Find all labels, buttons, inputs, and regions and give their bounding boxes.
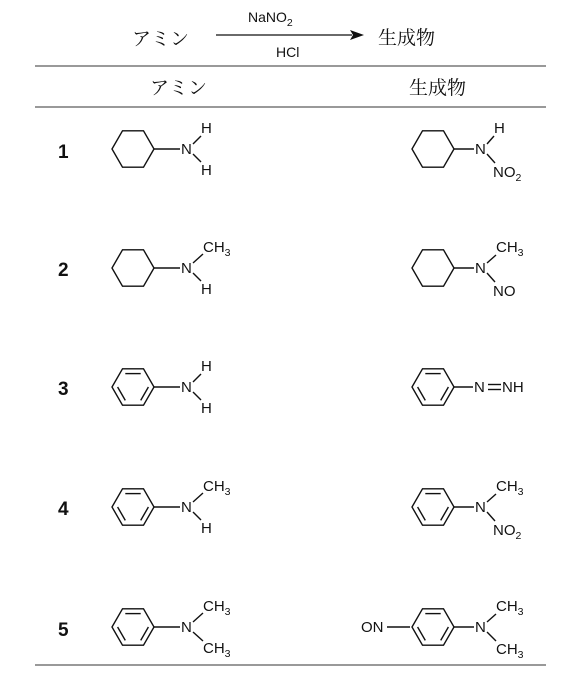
methyl-group: $CH_3$ bbox=[203, 478, 231, 498]
atom-n: N bbox=[181, 619, 192, 636]
atom-n: N bbox=[181, 141, 192, 158]
product-3-structure bbox=[412, 369, 524, 405]
amine-3-structure bbox=[112, 358, 212, 417]
reaction-scheme bbox=[132, 9, 435, 60]
row-number-1: 1 bbox=[58, 142, 69, 163]
atom-h-bottom: H bbox=[201, 400, 212, 417]
row-number-2: 2 bbox=[58, 260, 69, 281]
row-number-3: 3 bbox=[58, 379, 69, 400]
header-amine: アミン bbox=[150, 77, 208, 99]
atom-h-bottom: H bbox=[201, 520, 212, 537]
atom-n: N bbox=[475, 619, 486, 636]
methyl-group: $CH_3$ bbox=[496, 239, 524, 259]
atom-h-bottom: H bbox=[201, 281, 212, 298]
table-row-4 bbox=[58, 478, 524, 542]
methyl-group: $CH_3$ bbox=[496, 478, 524, 498]
reaction-arrowhead-icon bbox=[350, 30, 364, 40]
amine-4-structure bbox=[112, 478, 231, 537]
nitroso-group: ON bbox=[361, 619, 384, 636]
cyclohexane-ring bbox=[112, 131, 154, 167]
methyl-group-bottom: $CH_3$ bbox=[496, 641, 524, 661]
atom-n: N bbox=[474, 379, 485, 396]
header-product: 生成物 bbox=[409, 77, 467, 99]
nitro-group: $NO_2$ bbox=[493, 164, 522, 184]
product-2-structure bbox=[412, 239, 524, 300]
cyclohexane-ring bbox=[412, 250, 454, 286]
atom-n: N bbox=[181, 260, 192, 277]
reagent-bottom: HCl bbox=[276, 44, 300, 60]
table-row-1 bbox=[58, 120, 522, 184]
methyl-group-top: $CH_3$ bbox=[496, 598, 524, 618]
atom-h-top: H bbox=[201, 120, 212, 137]
atom-h-bottom: H bbox=[201, 162, 212, 179]
table-row-3 bbox=[58, 358, 524, 417]
table-row-5 bbox=[58, 598, 524, 661]
amine-2-structure bbox=[112, 239, 231, 298]
amine-5-structure bbox=[112, 598, 231, 660]
methyl-group-top: $CH_3$ bbox=[203, 598, 231, 618]
atom-n: N bbox=[181, 379, 192, 396]
atom-n: N bbox=[475, 499, 486, 516]
atom-n: N bbox=[475, 141, 486, 158]
cyclohexane-ring bbox=[112, 250, 154, 286]
nitroso-group: NO bbox=[493, 283, 516, 300]
product-5-structure bbox=[361, 598, 524, 661]
product-1-structure bbox=[412, 120, 522, 184]
table-row-2 bbox=[58, 239, 524, 300]
product-4-structure bbox=[412, 478, 524, 542]
row-number-5: 5 bbox=[58, 620, 69, 641]
reactant-label: アミン bbox=[132, 28, 190, 50]
atom-h-top: H bbox=[494, 120, 505, 137]
methyl-group: $CH_3$ bbox=[203, 239, 231, 259]
atom-nh: NH bbox=[502, 379, 524, 396]
row-number-4: 4 bbox=[58, 499, 69, 520]
methyl-group-bottom: $CH_3$ bbox=[203, 640, 231, 660]
reagent-top: NaNO$_2$ bbox=[248, 9, 293, 29]
atom-n: N bbox=[475, 260, 486, 277]
atom-n: N bbox=[181, 499, 192, 516]
nitro-group: $NO_2$ bbox=[493, 522, 522, 542]
product-label: 生成物 bbox=[378, 27, 436, 49]
amine-1-structure bbox=[112, 120, 212, 179]
atom-h-top: H bbox=[201, 358, 212, 375]
cyclohexane-ring bbox=[412, 131, 454, 167]
